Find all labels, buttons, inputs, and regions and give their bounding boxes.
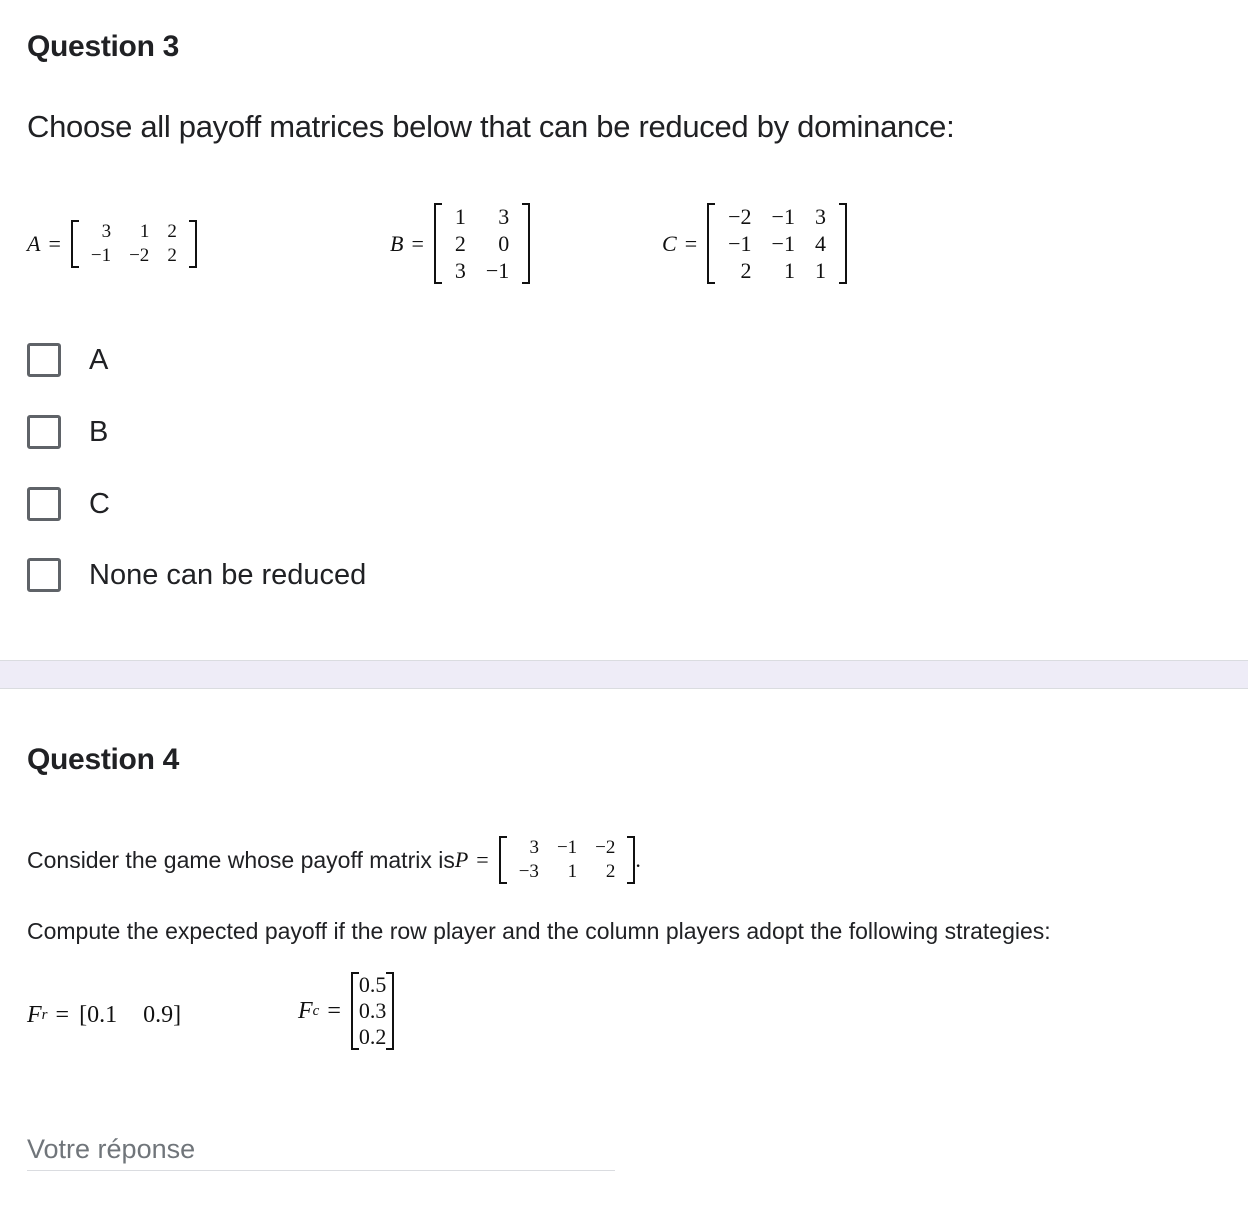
matrix-a-label: A [27,231,41,256]
question-4-title: Question 4 [27,743,180,776]
option-a-checkbox[interactable] [27,343,108,377]
matrix-a-grid [71,220,197,268]
option-label: C [89,487,110,520]
matrix-cell: 2 [167,245,177,266]
matrix-a-equals: = [48,231,61,256]
answer-input[interactable] [27,1128,615,1171]
matrix-cell: 2 [605,861,616,882]
matrix-cell: 1 [783,258,795,283]
option-label: B [89,415,109,448]
option-label: None can be reduced [89,558,367,591]
matrix-a [27,220,197,268]
column-strategy [298,972,394,1050]
option-b-checkbox[interactable] [27,415,108,449]
matrix-cell: −2 [728,204,752,229]
matrix-cell: 4 [814,231,826,256]
row-strategy [27,1002,181,1029]
matrix-cell: 0.2 [358,1024,387,1049]
matrix-cell: −1 [556,837,578,858]
matrix-b-grid [434,203,530,284]
matrix-cell: −1 [771,204,795,229]
matrix-cell: 2 [167,221,177,242]
matrix-c-grid [707,203,847,284]
matrix-b-equals: = [411,230,424,256]
checkbox-square-icon[interactable] [27,558,61,592]
fr-open-bracket: [ [79,1002,88,1028]
matrix-b [390,203,530,284]
matrix-p-grid [499,836,636,884]
matrix-b-label: B [390,230,404,256]
fr-close-bracket: ] [173,1002,182,1028]
matrix-cell: −1 [728,231,752,256]
fc-equals: = [327,997,341,1024]
question-3-prompt: Choose all payoff matrices below that can be reduced by dominance: [27,109,955,144]
matrix-cell: 1 [454,204,466,229]
fr-label: F [27,1002,42,1028]
fc-label: F [298,997,313,1024]
question-3-title: Question 3 [27,30,180,63]
matrix-p-label: P [454,847,469,872]
matrix-cell: 1 [814,258,826,283]
card-separator [0,661,1248,688]
matrix-cell: 1 [139,221,150,242]
question-4-instruction: Compute the expected payoff if the row player and the column players adopt the following strategies: [27,918,1051,944]
option-none-checkbox[interactable] [27,558,366,592]
matrix-cell: 3 [454,258,466,283]
matrix-cell: 0.5 [358,972,387,997]
checkbox-square-icon[interactable] [27,343,61,377]
matrix-cell: 2 [740,258,752,283]
matrix-cell: 3 [101,221,112,242]
matrix-cell: 2 [454,231,466,256]
matrix-p-equals: = [476,847,489,872]
matrix-cell: −3 [518,861,539,882]
matrix-p-period: . [635,847,641,872]
fr-value: 0.1 [87,1002,118,1028]
matrix-c-label: C [662,230,677,256]
fc-subscript: c [312,1002,320,1019]
matrix-cell: 3 [498,204,510,229]
matrix-cell: 1 [567,861,578,882]
matrix-cell: −2 [595,837,616,858]
option-label: A [89,343,109,376]
matrix-cell: −1 [485,258,510,283]
checkbox-square-icon[interactable] [27,487,61,521]
matrix-cell: 3 [814,204,826,229]
question-4-intro: Consider the game whose payoff matrix is [27,846,455,873]
matrix-c-equals: = [684,230,698,256]
matrix-cell: 0.3 [358,998,387,1023]
matrix-cell: 3 [529,837,539,858]
fr-equals: = [55,1002,70,1028]
fr-subscript: r [41,1007,48,1023]
fr-value: 0.9 [143,1002,174,1028]
fc-grid [351,972,395,1050]
matrix-p [455,836,641,884]
question-4-intro-line [27,836,641,884]
matrix-c [662,203,847,284]
matrix-cell: 0 [498,231,510,256]
matrix-cell: −1 [771,231,795,256]
checkbox-square-icon[interactable] [27,415,61,449]
option-c-checkbox[interactable] [27,487,110,521]
matrix-cell: −2 [129,245,150,266]
matrix-cell: −1 [90,245,112,266]
